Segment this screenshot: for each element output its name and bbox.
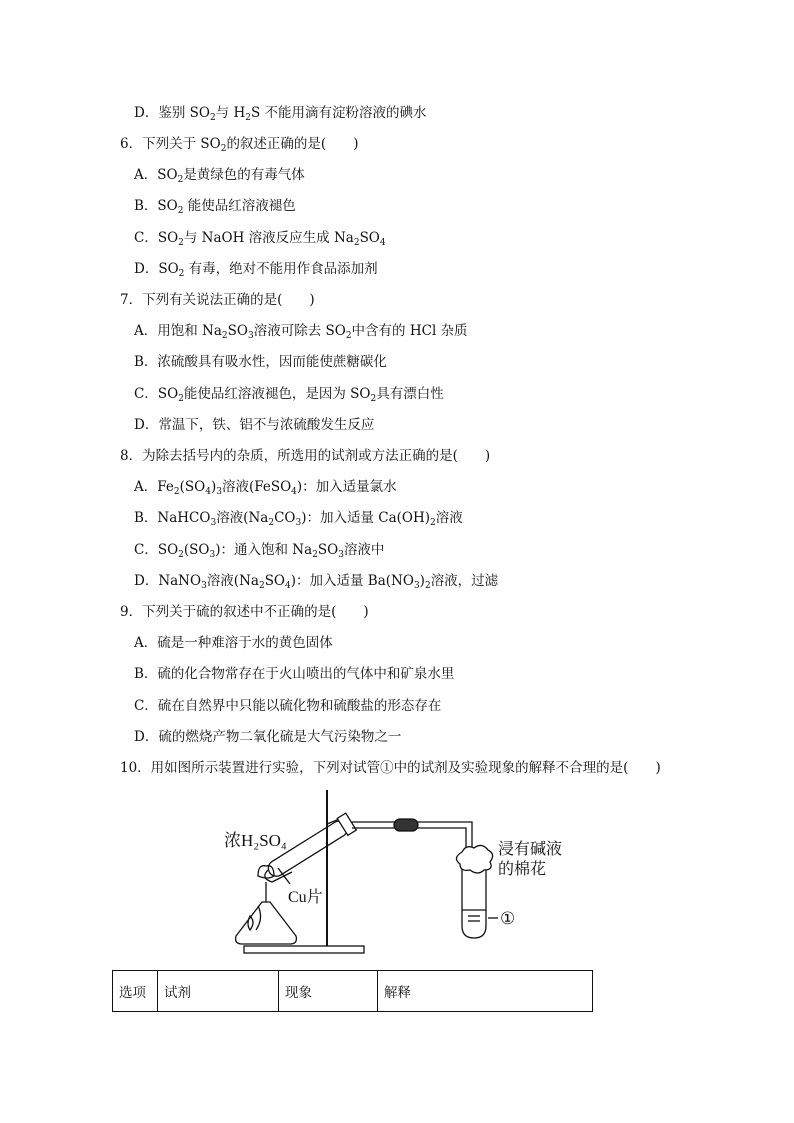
line-q10: 10．用如图所示装置进行实验，下列对试管①中的试剂及实验现象的解释不合理的是( ) (120, 760, 661, 776)
header-explanation: 解释 (378, 971, 593, 1012)
line-q7: 7．下列有关说法正确的是( ) (120, 292, 315, 308)
line-q8: 8．为除去括号内的杂质，所选用的试剂或方法正确的是( ) (120, 448, 491, 464)
label-cotton-line2: 的棉花 (498, 861, 547, 878)
line-q9c: C．硫在自然界中只能以硫化物和硫酸盐的形态存在 (134, 698, 442, 714)
experiment-apparatus-diagram (222, 786, 582, 962)
line-q8b: B．NaHCO$_3$溶液$(Na_2CO_3)$：加入适量 $Ca(OH)_2$溶液 (134, 510, 463, 528)
line-q9b: B．硫的化合物常存在于火山喷出的气体中和矿泉水里 (134, 666, 455, 682)
line-q6c: C．$SO_2$与 NaOH 溶液反应生成 $Na_2SO_4$ (134, 230, 386, 248)
line-q6a: A．$SO_2$是黄绿色的有毒气体 (134, 167, 305, 185)
label-concentrated-sulfuric-acid: 浓H₂SO₄ (224, 831, 287, 850)
line-q7a: A．用饱和 $Na_2SO_3$溶液可除去 $SO_2$中含有的 HCl 杂质 (134, 323, 468, 341)
line-q7b: B．浓硫酸具有吸水性，因而能使蔗糖碳化 (134, 354, 387, 370)
line-q8a: A．$Fe_2(SO_4)_3$溶液(FeSO$_4$)：加入适量氯水 (134, 479, 397, 497)
line-q6b: B．$SO_2$ 能使品红溶液褪色 (134, 198, 296, 216)
line-q7d: D．常温下，铁、铝不与浓硫酸发生反应 (134, 417, 375, 433)
line-q9a: A．硫是一种难溶于水的黄色固体 (134, 635, 333, 651)
line-q8c: C．$SO_2(SO_3)$：通入饱和 $Na_2SO_3$溶液中 (134, 542, 385, 560)
answer-table (112, 970, 593, 1012)
header-phenomenon: 现象 (279, 971, 378, 1012)
header-option: 选项 (113, 971, 158, 1012)
label-test-tube-1: ① (500, 909, 516, 928)
header-reagent: 试剂 (158, 971, 279, 1012)
table-header-row (113, 971, 593, 1012)
label-cotton-line1: 浸有碱液 (498, 841, 563, 858)
line-q5d: D．鉴别 $SO_2$与 $H_2S$ 不能用滴有淀粉溶液的碘水 (134, 105, 427, 123)
line-q6: 6．下列关于 $SO_2$的叙述正确的是( ) (120, 136, 359, 154)
label-copper-strip: Cu片 (288, 889, 323, 906)
line-q9d: D．硫的燃烧产物二氧化硫是大气污染物之一 (134, 729, 402, 745)
line-q9: 9．下列关于硫的叙述中不正确的是( ) (120, 604, 369, 620)
line-q6d: D．$SO_2$ 有毒，绝对不能用作食品添加剂 (134, 261, 378, 279)
line-q8d: D．NaNO$_3$溶液$(Na_2SO_4)$：加入适量 $Ba(NO_3)_2$溶液，过滤 (134, 573, 499, 591)
line-q7c: C．$SO_2$能使品红溶液褪色，是因为 $SO_2$具有漂白性 (134, 386, 444, 404)
